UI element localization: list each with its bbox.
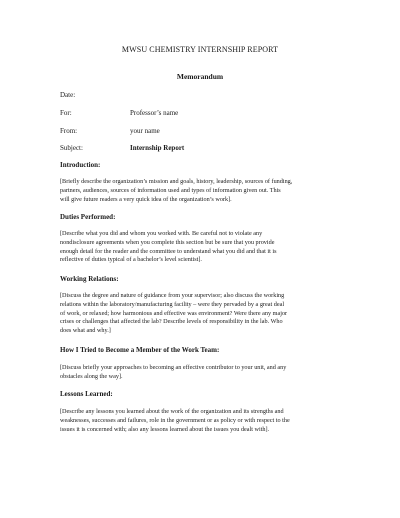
paragraph-line: [Describe what you did and whom you worked with. Be careful not to violate any — [60, 230, 263, 237]
paragraph-line: [Briefly describe the organization’s mission and goals, history, leadership, sources of funding, — [60, 178, 293, 185]
paragraph-line: [Discuss the degree and nature of guidance from your supervisor; also discuss the working — [60, 292, 285, 299]
paragraph-line: nondisclosure agreements when you complete this section but be sure that you provide — [60, 238, 275, 246]
duties-paragraph — [60, 230, 348, 265]
paragraph-line: issues it is concerned with; also any lessons learned about the issues you dealt with]. — [60, 425, 270, 433]
introduction-heading: Introduction: — [60, 161, 101, 169]
introduction-paragraph — [60, 178, 348, 204]
duties-heading: Duties Performed: — [60, 213, 116, 221]
subject-value: Internship Report — [130, 144, 185, 152]
working-relations-paragraph — [60, 292, 348, 336]
memorandum-heading: Memorandum — [176, 72, 224, 81]
paragraph-line: reflective of duties typical of a bachelor’s level scientist]. — [60, 256, 202, 264]
date-label: Date: — [60, 91, 76, 99]
paragraph-line: of work, or relaxed; how harmonious and effective was environment? Were there any major — [60, 309, 288, 317]
for-value: Professor’s name — [130, 109, 179, 117]
paragraph-line: enough detail for the reader and the committee to understand what you did and that it is — [60, 247, 277, 255]
working-relations-heading: Working Relations: — [60, 275, 119, 283]
work-team-paragraph — [60, 364, 348, 382]
paragraph-line: partners, audiences, sources of information used and types of information given out. This — [60, 186, 281, 194]
paragraph-line: weaknesses, successes and failures, role in the government or as policy or with respect to the — [60, 416, 290, 424]
paragraph-line: [Describe any lessons you learned about the work of the organization and its strengths and — [60, 408, 284, 415]
paragraph-line: [Discuss briefly your approaches to becoming an effective contributor to your unit, and any — [60, 364, 287, 371]
paragraph-line: does what and why.] — [60, 327, 111, 335]
work-team-heading: How I Tried to Become a Member of the Work Team: — [60, 346, 220, 354]
lessons-learned-heading: Lessons Learned: — [60, 390, 113, 398]
from-label: From: — [60, 127, 78, 135]
for-label: For: — [60, 109, 72, 117]
paragraph-line: crises or challenges that affected the lab? Describe levels of responsibility in the lab. Who — [60, 318, 283, 326]
from-value: your name — [130, 127, 160, 135]
paragraph-line: obstacles along the way]. — [60, 372, 123, 380]
report-title: MWSU CHEMISTRY INTERNSHIP REPORT — [121, 45, 279, 54]
subject-label: Subject: — [60, 144, 83, 152]
lessons-learned-paragraph — [60, 408, 348, 434]
paragraph-line: relations within the laboratory/manufacturing facility – were they pervaded by a great deal — [60, 300, 285, 308]
paragraph-line: will give future readers a very quick idea of the organization’s work]. — [60, 195, 232, 203]
